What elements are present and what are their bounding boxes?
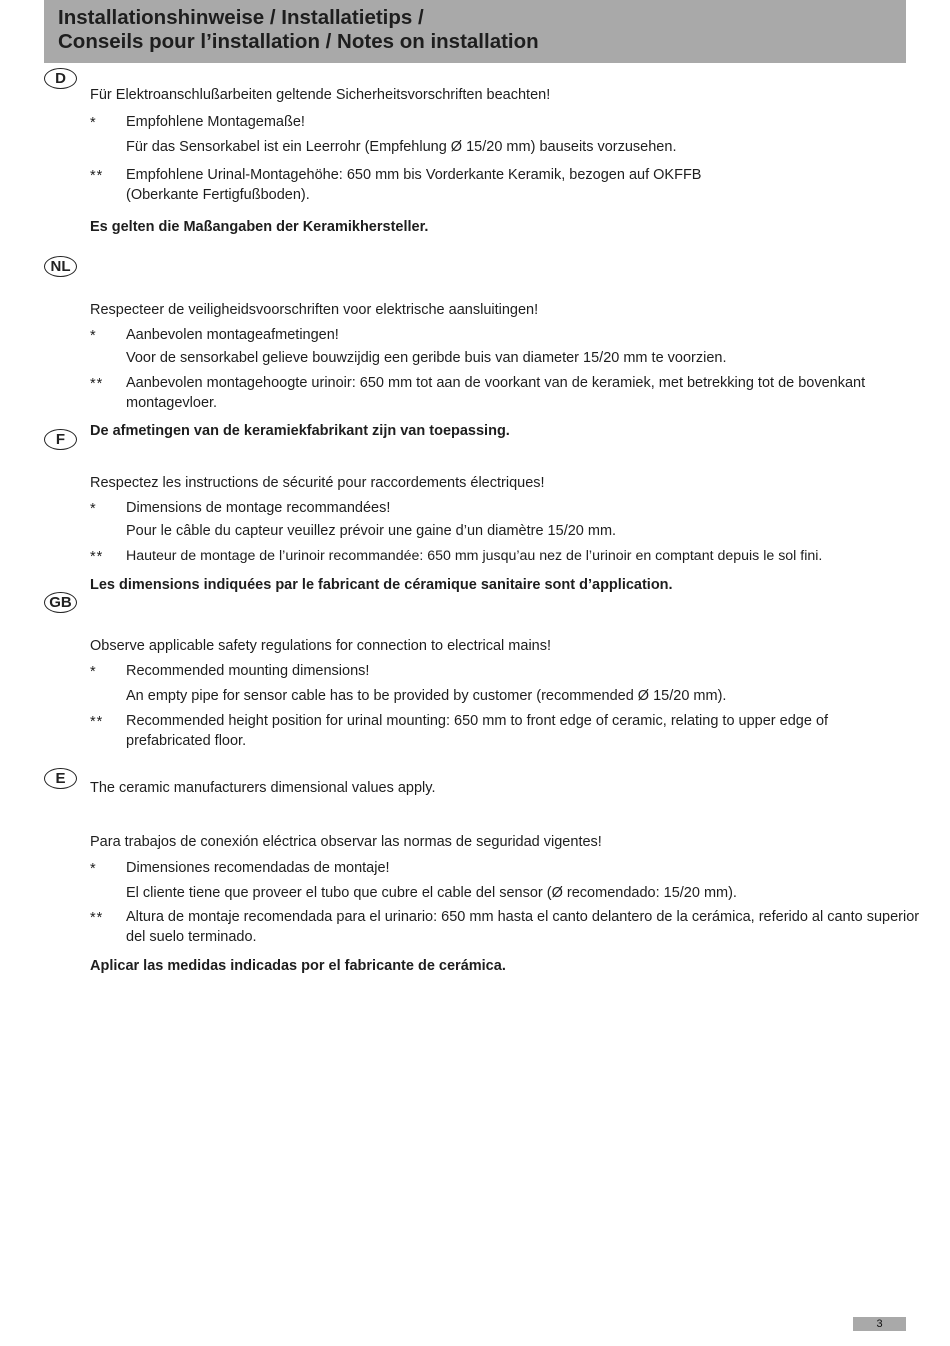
es-bullet-1-line-1: Dimensiones recomendadas de montaje! bbox=[126, 860, 390, 876]
language-badge-de: D bbox=[44, 68, 77, 89]
gb-note: The ceramic manufacturers dimensional values apply. bbox=[90, 780, 436, 796]
de-bullet-1-marker: * bbox=[90, 115, 97, 131]
language-badge-fr: F bbox=[44, 429, 77, 450]
page-header bbox=[44, 0, 906, 63]
gb-bullet-1-line-2: An empty pipe for sensor cable has to be provided by customer (recommended Ø 15/20 mm). bbox=[126, 688, 727, 704]
gb-bullet-2-text: Recommended height position for urinal mounting: 650 mm to front edge of ceramic, relating to upper edge of prefabricated floor. bbox=[126, 713, 829, 749]
language-badge-es: E bbox=[44, 768, 77, 789]
es-bullet-1-line-2: El cliente tiene que proveer el tubo que cubre el cable del sensor (Ø recomendado: 15/20 mm). bbox=[126, 885, 737, 901]
de-bullet-1-line-2: Für das Sensorkabel ist ein Leerrohr (Empfehlung Ø 15/20 mm) bauseits vorzusehen. bbox=[126, 139, 677, 155]
fr-bullet-2-text: Hauteur de montage de l’urinoir recommandée: 650 mm jusqu’au nez de l’urinoir en comptant depuis le sol fini. bbox=[126, 548, 823, 564]
gb-intro: Observe applicable safety regulations for connection to electrical mains! bbox=[90, 638, 552, 654]
gb-bullet-2-marker: ** bbox=[90, 714, 104, 730]
de-bullet-1-line-1: Empfohlene Montagemaße! bbox=[126, 114, 305, 130]
es-bullet-2-marker: ** bbox=[90, 910, 104, 926]
language-badge-nl: NL bbox=[44, 256, 77, 277]
es-intro: Para trabajos de conexión eléctrica observar las normas de seguridad vigentes! bbox=[90, 834, 602, 850]
de-bullet-2-marker: ** bbox=[90, 168, 104, 184]
language-badge-gb: GB bbox=[44, 592, 77, 613]
header-title-line-2: Conseils pour l’installation / Notes on installation bbox=[58, 30, 539, 53]
header-title-line-1: Installationshinweise / Installatietips / bbox=[58, 6, 424, 29]
fr-bullet-1-line-2: Pour le câble du capteur veuillez prévoir une gaine d’un diamètre 15/20 mm. bbox=[126, 523, 617, 539]
es-bullet-2-text: Altura de montaje recomendada para el urinario: 650 mm hasta el canto delantero de la cerámica, referido al canto superior del suelo terminado. bbox=[126, 909, 920, 945]
fr-bullet-2-marker: ** bbox=[90, 549, 104, 565]
nl-intro: Respecteer de veiligheidsvoorschriften voor elektrische aansluitingen! bbox=[90, 302, 539, 318]
fr-bullet-1-marker: * bbox=[90, 501, 97, 517]
de-bullet-2-text: Empfohlene Urinal-Montagehöhe: 650 mm bis Vorderkante Keramik, bezogen auf OKFFB (Oberkante Fertigfußboden). bbox=[126, 167, 702, 203]
gb-bullet-1-marker: * bbox=[90, 664, 97, 680]
fr-bullet-1-line-1: Dimensions de montage recommandées! bbox=[126, 500, 391, 516]
nl-bullet-1-line-2: Voor de sensorkabel gelieve bouwzijdig een geribde buis van diameter 15/20 mm te voorzien. bbox=[126, 350, 727, 366]
nl-bullet-1-marker: * bbox=[90, 328, 97, 344]
es-bullet-1-marker: * bbox=[90, 861, 97, 877]
page-number: 3 bbox=[853, 1317, 906, 1331]
de-intro: Für Elektroanschlußarbeiten geltende Sicherheitsvorschriften beachten! bbox=[90, 87, 551, 103]
de-note: Es gelten die Maßangaben der Keramikhersteller. bbox=[90, 219, 429, 235]
gb-bullet-1-line-1: Recommended mounting dimensions! bbox=[126, 663, 370, 679]
fr-intro: Respectez les instructions de sécurité pour raccordements électriques! bbox=[90, 475, 545, 491]
nl-bullet-2-text: Aanbevolen montagehoogte urinoir: 650 mm tot aan de voorkant van de keramiek, met betrekking tot de bovenkant montagevloer. bbox=[126, 375, 866, 411]
nl-bullet-1-line-1: Aanbevolen montageafmetingen! bbox=[126, 327, 339, 343]
fr-note: Les dimensions indiquées par le fabricant de céramique sanitaire sont d’application. bbox=[90, 577, 673, 593]
nl-note: De afmetingen van de keramiekfabrikant zijn van toepassing. bbox=[90, 423, 510, 439]
nl-bullet-2-marker: ** bbox=[90, 376, 104, 392]
es-note: Aplicar las medidas indicadas por el fabricante de cerámica. bbox=[90, 958, 506, 974]
